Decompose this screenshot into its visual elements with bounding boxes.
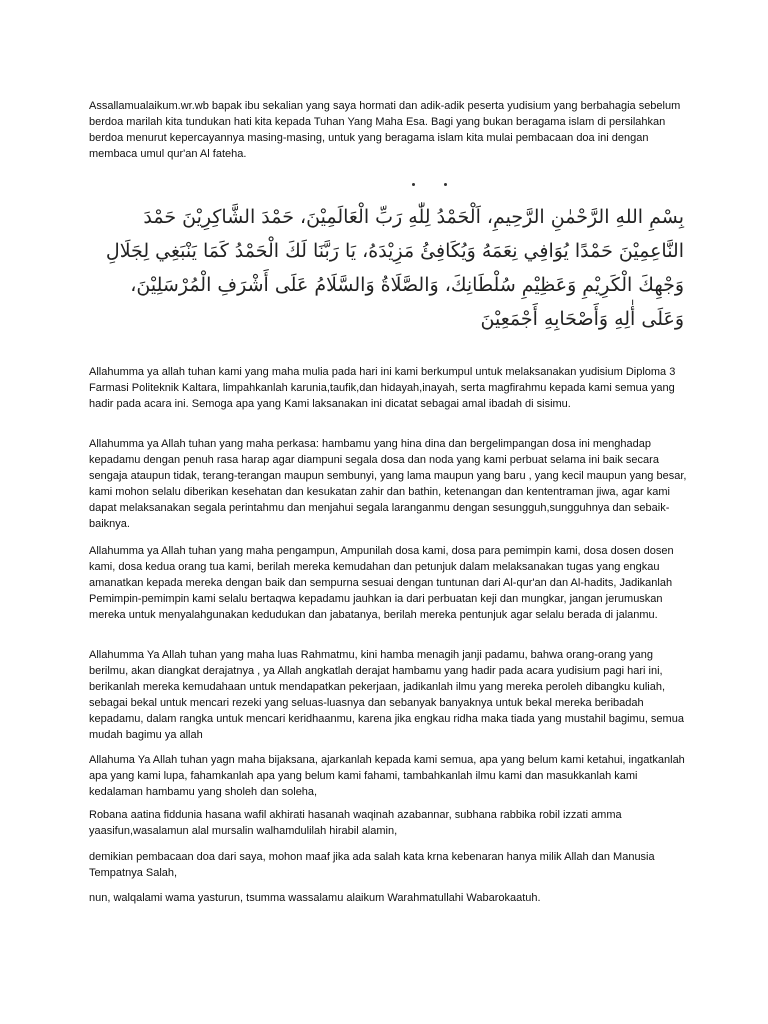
ornament-dots (410, 183, 450, 189)
final-greeting: nun, walqalami wama yasturun, tsumma wassalamu alaikum Warahmatullahi Wabarokaatuh. (89, 892, 541, 904)
prayer-paragraph-5: Allahuma Ya Allah tuhan yagn maha bijaksana, ajarkanlah kepada kami semua, apa yang belum kami ketahui, ingatkanlah apa yang kami lupa, fahamkanlah apa yang belum kami fahami, tambahkanlah ilmu kami dan masukkanlah kami kedalaman hambamu yang sholeh dan soleha, (89, 754, 685, 798)
prayer-paragraph-4: Allahumma Ya Allah tuhan yang maha luas Rahmatmu, kini hamba menagih janji padamu, bahwa orang-orang yang berilmu, akan diangkat derajatnya , ya Allah angkatlah derajat hambamu yang hadir pada acara yudisium pagi hari ini, berikanlah mereka kemudahaan untuk mendapatkan pekerjaan, jadikanlah ilmu yang mereka peroleh dibangku kuliah, sebagai bekal untuk mencari rezeki yang seluas-luasnya dan sebanyak banyaknya untuk bekal mereka beribadah kepadamu, dalam rangka untuk mencari keridhaanmu, karena jika engkau ridha maka tiada yang mustahil bagimu, semua mudah bagimu ya allah (89, 649, 684, 741)
prayer-paragraph-3: Allahumma ya Allah tuhan yang maha pengampun, Ampunilah dosa kami, dosa para pemimpin kami, dosa dosen dosen kami, dosa kedua orang tua kami, berilah mereka kemudahan dan petunjuk dalam melaksanakan tugas yang engkau amanatkan kepada mereka dengan baik dan sempurna sesuai dengan tuntunan dari Al-qur'an dan Al-hadits, Jadikanlah Pemimpin-pemimpin kami selalu bertaqwa kepadamu jauhkan ia dari perbuatan keji dan mungkar, jangan jerumuskan mereka untuk menyalahgunakan kedudukan dan jabatanya, berilah mereka pentunjuk agar selalu berada di jalanmu. (89, 545, 674, 621)
prayer-paragraph-6: Robana aatina fiddunia hasana wafil akhirati hasanah waqinah azabannar, subhana rabbika robil izzati amma yaasifun,wasalamun alal mursalin walhamdulilah hirabil alamin, (89, 809, 622, 837)
opening-paragraph: Assallamualaikum.wr.wb bapak ibu sekalian yang saya hormati dan adik-adik peserta yudisium yang berbahagia sebelum berdoa marilah kita tundukan hati kita kepada Tuhan Yang Maha Esa. Bagi yang bukan beragama islam di persilahkan berdoa menurut kepercayannya masing-masing, untuk yang beragama islam kita mulai pembacaan doa ini dengan membaca umul qur'an Al fateha. (89, 100, 681, 160)
prayer-paragraph-2: Allahumma ya Allah tuhan yang maha perkasa: hambamu yang hina dina dan bergelimpangan dosa ini menghadap kepadamu dengan penuh rasa harap agar diampuni segala dosa dan noda yang kami perbuat selama ini baik secara sengaja ataupun tidak, terang-terangan maupun sembunyi, yang lama maupun yang baru , yang kecil maupun yang besar, kami mohon selalu diberikan kesehatan dan kesukatan zahir dan bathin, ketenangan dan kententraman jiwa, agar kami dapat melaksanakan segala perintahmu dan menjahui segala laranganmu dengan sesungguh,sungguhnya dan sebaik-baiknya. (89, 438, 687, 530)
closing-paragraph: demikian pembacaan doa dari saya, mohon maaf jika ada salah kata krna kebenaran hanya milik Allah dan Manusia Tempatnya Salah, (89, 851, 655, 879)
prayer-paragraph-1: Allahumma ya allah tuhan kami yang maha mulia pada hari ini kami berkumpul untuk melaksanakan yudisium Diploma 3 Farmasi Politeknik Kaltara, limpahkanlah karunia,taufik,dan hidayah,inayah, serta magfirahmu kepada kami semua yang hadir pada acara ini. Semoga apa yang Kami laksanakan ini dicatat sebagai amal ibadah di sisimu. (89, 366, 676, 410)
arabic-prayer: بِسْمِ اللهِ الرَّحْمٰنِ الرَّحِيمِ، اَلْحَمْدُ لِلّٰهِ رَبِّ الْعَالَمِيْنَ، حَمْدَ الشَّاكِرِيْنَ حَمْدَ النَّاعِمِيْنَ حَمْدًا يُوَافِي نِعَمَهُ وَيُكَافِئُ مَزِيْدَهُ، يَا رَبَّنَا لَكَ الْحَمْدُ كَمَا يَنْبَغِي لِجَلَالِ وَجْهِكَ الْكَرِيْمِ وَعَظِيْمِ سُلْطَانِكَ، وَالصَّلَاةُ وَالسَّلَامُ عَلَى أَشْرَفِ الْمُرْسَلِيْنَ، وَعَلَى أٰلِهِ وَأَصْحَابِهِ أَجْمَعِيْنَ (105, 206, 684, 330)
